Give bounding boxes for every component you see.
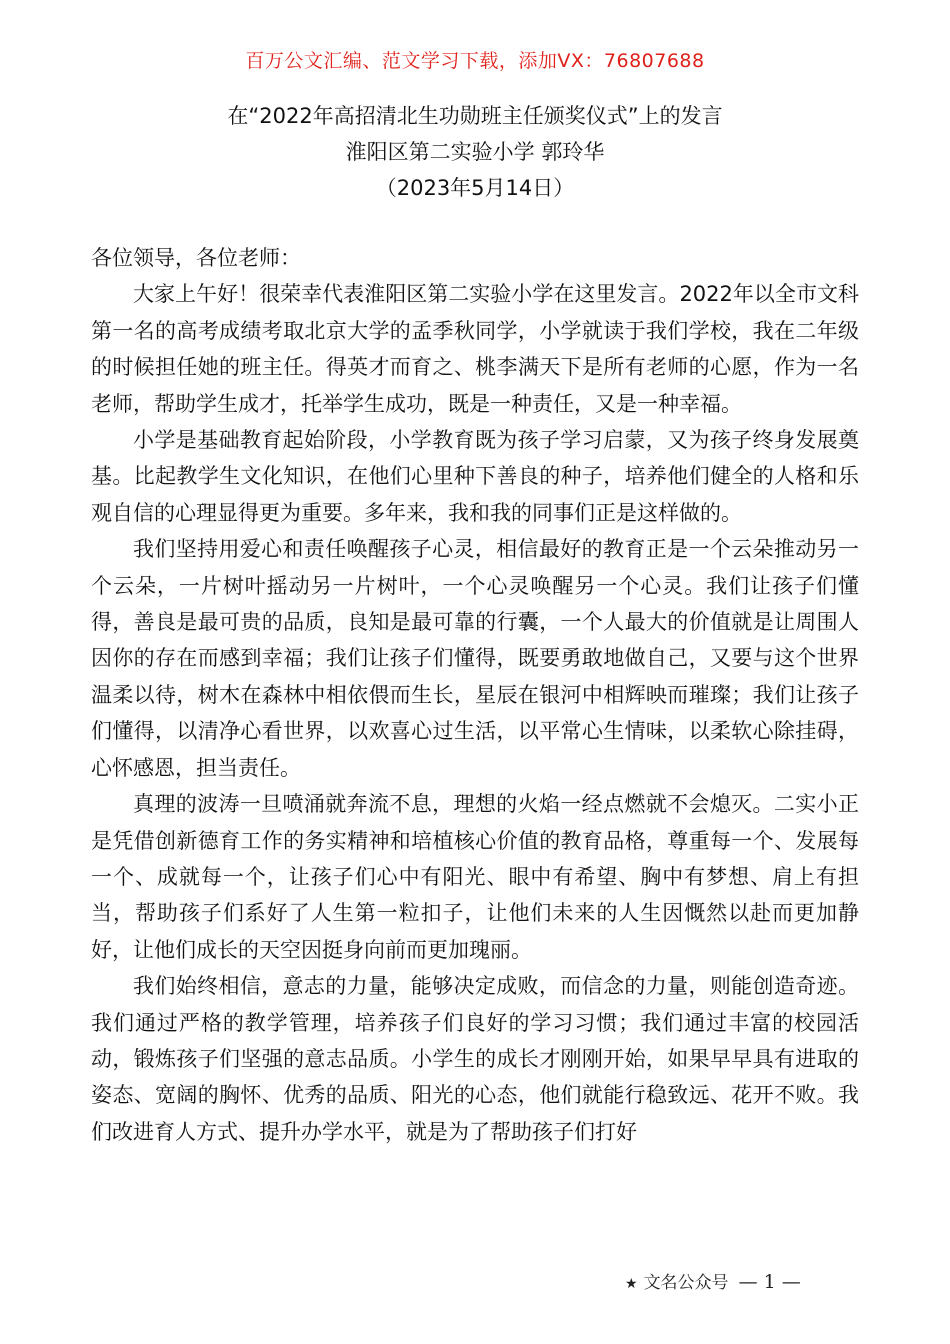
paragraph-4: 真理的波涛一旦喷涌就奔流不息，理想的火焰一经点燃就不会熄灭。二实小正是凭借创新德育工作的务实精神和培植核心价值的教育品格，尊重每一个、发展每一个、成就每一个，让孩子们心中有阳光、眼中有希望、胸中有梦想、肩上有担当，帮助孩子们系好了人生第一粒扣子，让他们未来的人生因慨然以赴而更加静好，让他们成长的天空因挺身向前而更加瑰丽。 xyxy=(91,792,859,962)
greeting: 各位领导，各位老师： xyxy=(91,246,301,270)
star-icon: ★ xyxy=(625,1276,638,1292)
document-title-block xyxy=(0,98,950,206)
paragraph-3: 我们坚持用爱心和责任唤醒孩子心灵，相信最好的教育正是一个云朵推动另一个云朵，一片树叶摇动另一片树叶，一个心灵唤醒另一个心灵。我们让孩子们懂得，善良是最可贵的品质，良知是最可靠的行囊，一个人最大的价值就是让周围人因你的存在而感到幸福；我们让孩子们懂得，既要勇敢地做自己，又要与这个世界温柔以待，树木在森林中相依偎而生长，星辰在银河中相辉映而璀璨；我们让孩子们懂得，以清净心看世界，以欢喜心过生活，以平常心生情味，以柔软心除挂碍，心怀感恩，担当责任。 xyxy=(91,537,859,780)
footer-label: 文名公众号 xyxy=(643,1273,729,1293)
page-number: — 1 — xyxy=(738,1271,801,1293)
speaker-line: 淮阳区第二实验小学 郭玲华 xyxy=(345,140,605,164)
paragraph-5: 我们始终相信，意志的力量，能够决定成败，而信念的力量，则能创造奇迹。我们通过严格的教学管理，培养孩子们良好的学习习惯；我们通过丰富的校园活动，锻炼孩子们坚强的意志品质。小学生的成长才刚刚开始，如果早早具有进取的姿态、宽阔的胸怀、优秀的品质、阳光的心态，他们就能行稳致远、花开不败。我们改进育人方式、提升办学水平，就是为了帮助孩子们打好 xyxy=(91,974,859,1144)
paragraph-2: 小学是基础教育起始阶段，小学教育既为孩子学习启蒙，又为孩子终身发展奠基。比起教学生文化知识，在他们心里种下善良的种子，培养他们健全的人格和乐观自信的心理显得更为重要。多年来，我和我的同事们正是这样做的。 xyxy=(91,428,859,525)
page-footer xyxy=(625,1268,801,1293)
speech-date: （2023年5月14日） xyxy=(375,176,575,200)
watermark-banner: 百万公文汇编、范文学习下载，添加VX：76807688 xyxy=(245,50,705,72)
paragraph-1: 大家上午好！很荣幸代表淮阳区第二实验小学在这里发言。2022年以全市文科第一名的高考成绩考取北京大学的孟季秋同学，小学就读于我们学校，我在二年级的时候担任她的班主任。得英才而育之、桃李满天下是所有老师的心愿，作为一名老师，帮助学生成才，托举学生成功，既是一种责任，又是一种幸福。 xyxy=(91,282,859,416)
speech-body xyxy=(91,240,859,1150)
speech-title: 在“2022年高招清北生功勋班主任颁奖仪式”上的发言 xyxy=(227,104,723,128)
